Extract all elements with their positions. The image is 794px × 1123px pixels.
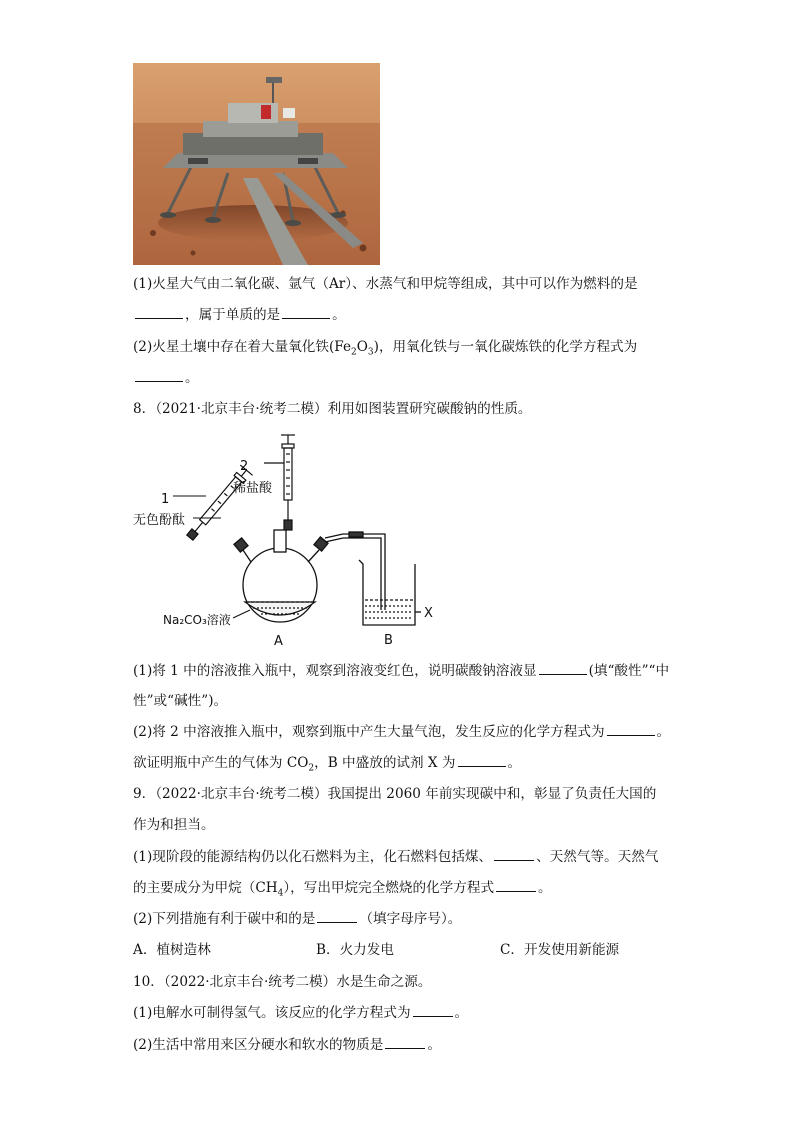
option-b[interactable]: B．火力发电 [316,942,394,958]
answer-blank[interactable] [135,306,183,319]
q9-options [133,941,733,959]
q9-header-line2: 作为和担当。 [133,817,215,833]
label-A: A [274,634,283,649]
label-hydrochloric-acid: 稀盐酸 [233,481,273,496]
delivery-tube [325,532,385,610]
apparatus-diagram [133,430,453,652]
q8-part1-line2: 性”或“碱性”)。 [133,693,228,709]
q10-part1: (1)电解水可制得氢气。该反应的化学方程式为 。 [133,1005,469,1021]
q7-part2-line2: 。 [133,369,199,387]
answer-blank[interactable] [317,910,357,923]
label-B: B [384,633,393,648]
q9-part2: (2)下列措施有利于碳中和的是 （填字母序号）。 [133,911,462,927]
answer-blank[interactable] [282,306,330,319]
answer-blank[interactable] [458,754,506,767]
beaker-b [359,560,421,625]
label-X: X [424,606,433,621]
flask-a [234,530,328,622]
answer-blank[interactable] [413,1004,453,1017]
option-c[interactable]: C．开发使用新能源 [500,942,620,958]
label-sodium-carbonate: Na₂CO₃溶液 [163,613,231,627]
q7-part1-line2: ，属于单质的是 。 [133,306,346,324]
label-2: 2 [240,459,249,474]
q8-part2-line1: (2)将 2 中溶液推入瓶中，观察到瓶中产生大量气泡，发生反应的化学方程式为 。 [133,724,671,740]
q9-header-line1: 9．（2022·北京丰台·统考二模）我国提出 2060 年前实现碳中和，彰显了负责任大国的 [133,786,657,802]
answer-blank[interactable] [385,1036,425,1049]
syringe-1 [184,465,253,543]
label-phenolphthalein: 无色酚酞 [133,513,186,528]
q10-part2: (2)生活中常用来区分硬水和软水的物质是 。 [133,1037,441,1053]
mars-lander-photo [133,63,380,265]
q10-header: 10．（2022·北京丰台·统考二模）水是生命之源。 [133,974,432,990]
q7-part1-line1: (1)火星大气由二氧化碳、氩气（Ar）、水蒸气和甲烷等组成，其中可以作为燃料的是 [133,276,638,292]
q9-part1-line2: 的主要成分为甲烷$(CH_4)$，写出甲烷完全燃烧的化学方程式 。 [133,880,552,899]
q8-part2-line2: 欲证明瓶中产生的气体为 $CO_2$，B 中盛放的试剂 X 为 。 [133,755,522,774]
q8-header: 8．（2021·北京丰台·统考二模）利用如图装置研究碳酸钠的性质。 [133,401,532,417]
q8-part1-line1: (1)将 1 中的溶液推入瓶中，观察到溶液变红色，说明碳酸钠溶液显 (填“酸性”“中 [133,663,670,679]
answer-blank[interactable] [539,662,587,675]
answer-blank[interactable] [496,879,536,892]
label-1: 1 [161,492,170,507]
answer-blank[interactable] [607,723,655,736]
answer-blank[interactable] [135,369,183,382]
answer-blank[interactable] [494,848,534,861]
option-a[interactable]: A．植树造林 [133,942,211,958]
q9-part1-line1: (1)现阶段的能源结构仍以化石燃料为主，化石燃料包括煤、 、天然气等。天然气 [133,849,659,865]
q7-part2-line1: (2)火星土壤中存在着大量氧化铁$(Fe_2O_3)$，用氧化铁与一氧化碳炼铁的化学方程式为 [133,339,638,358]
